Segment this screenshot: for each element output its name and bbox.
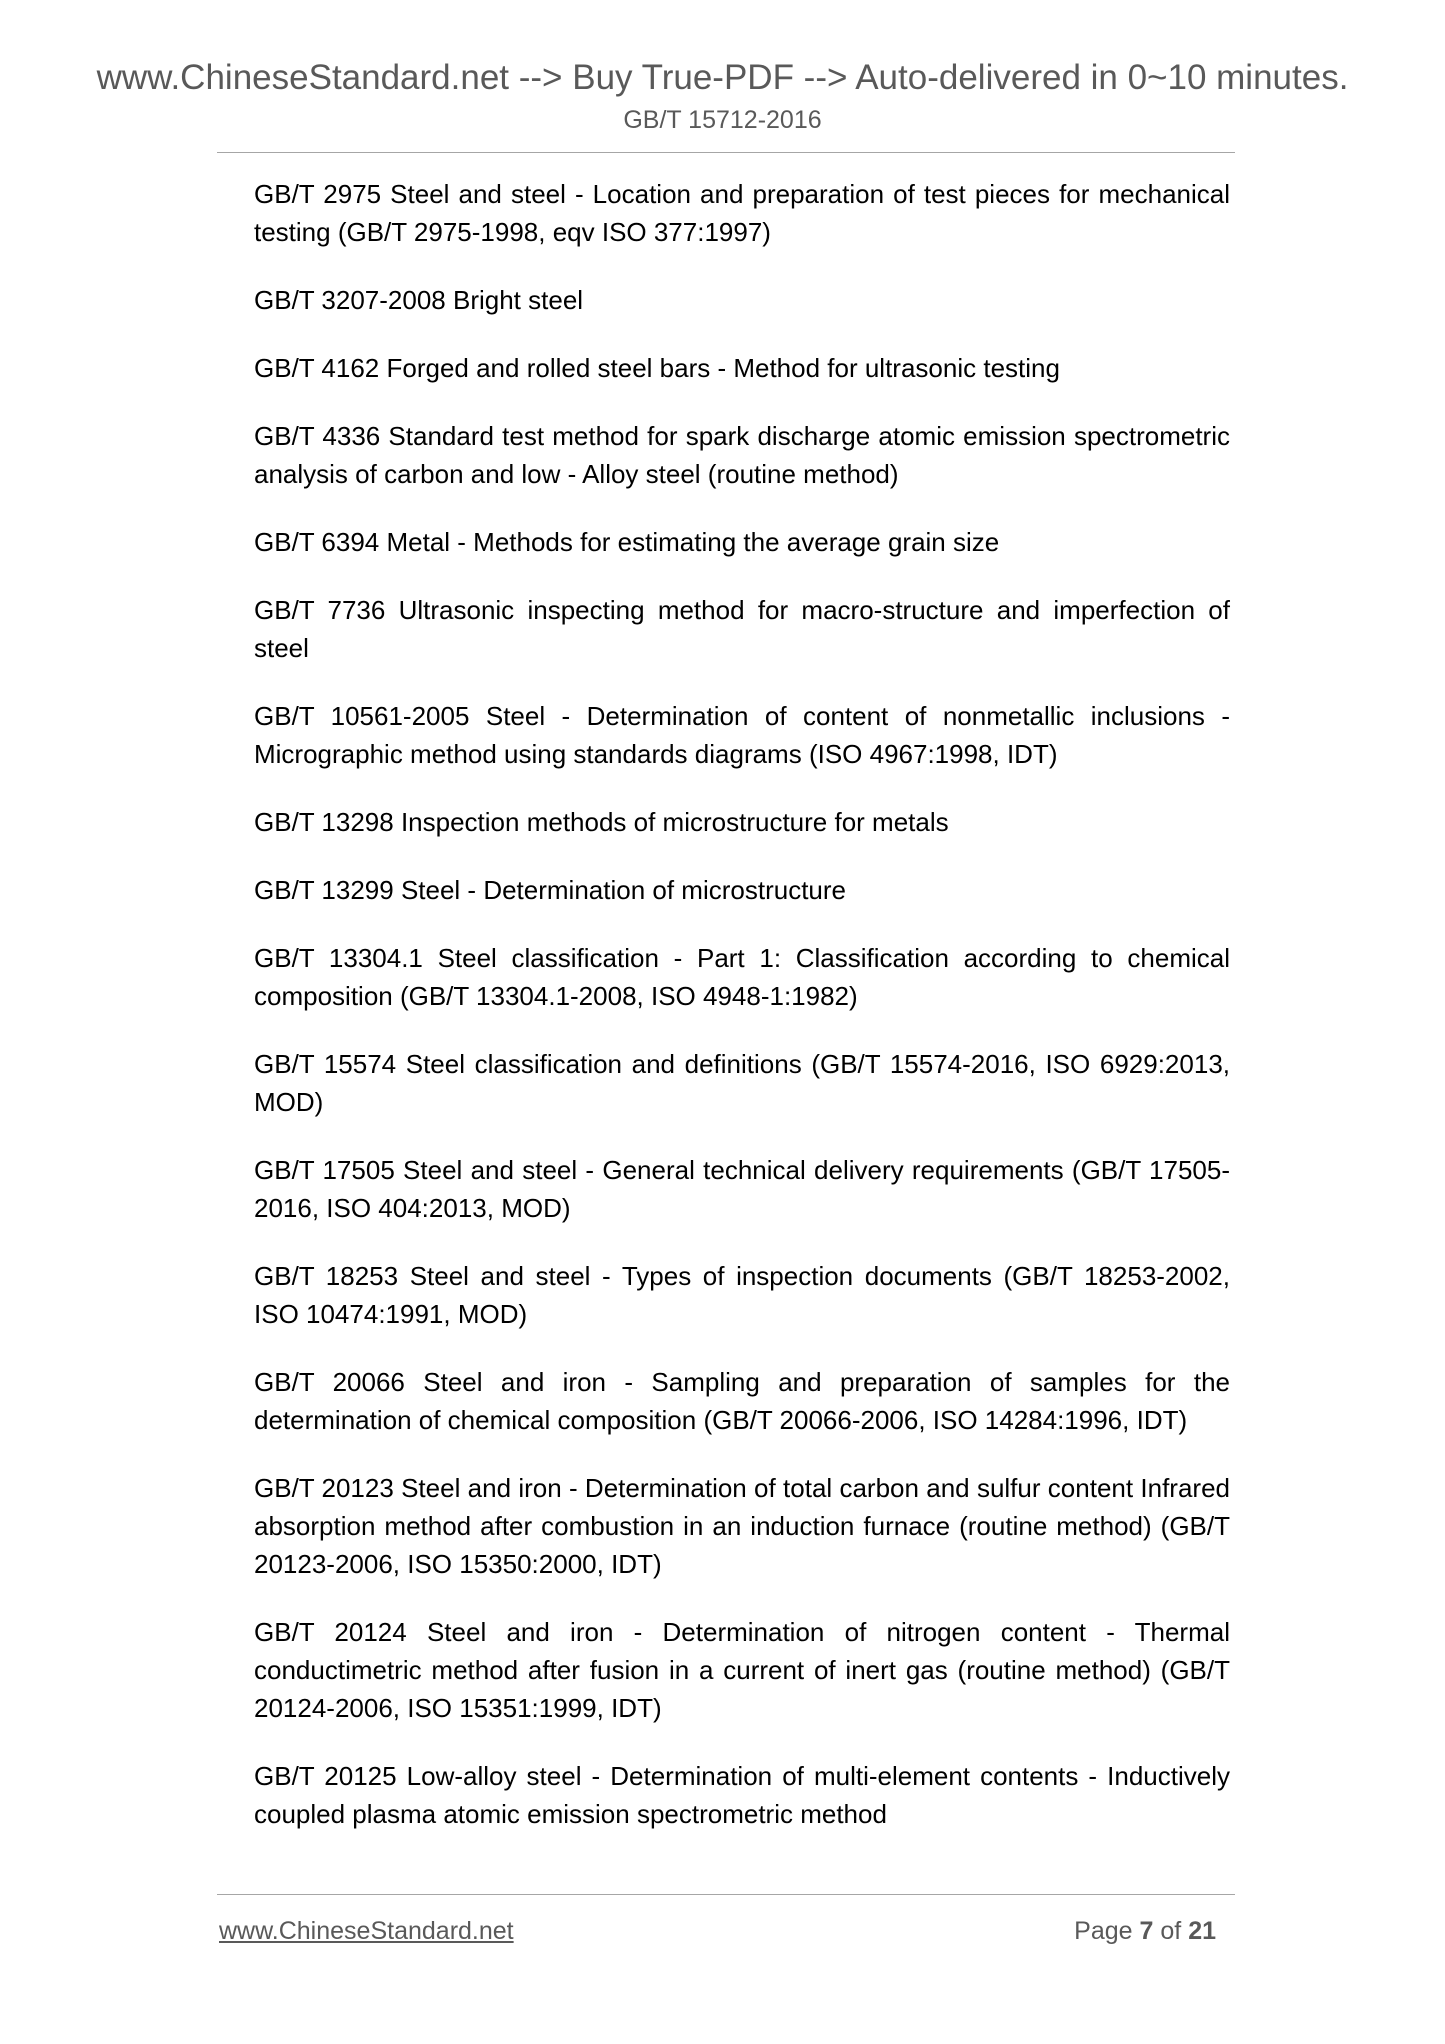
reference-item: GB/T 15574 Steel classification and definitions (GB/T 15574-2016, ISO 6929:2013, MOD) [254,1049,1230,1117]
standard-code: GB/T 15712-2016 [623,106,822,134]
reference-item: GB/T 17505 Steel and steel - General technical delivery requirements (GB/T 17505-2016, ISO 404:2013, MOD) [254,1155,1230,1223]
reference-item: GB/T 2975 Steel and steel - Location and preparation of test pieces for mechanical testing (GB/T 2975-1998, eqv ISO 377:1997) [254,179,1230,247]
page-total: 21 [1188,1917,1216,1945]
header-divider [217,152,1235,153]
reference-item: GB/T 7736 Ultrasonic inspecting method for macro-structure and imperfection of steel [254,595,1230,663]
page-label: Page [1074,1917,1133,1945]
reference-item: GB/T 18253 Steel and steel - Types of inspection documents (GB/T 18253-2002, ISO 10474:1991, MOD) [254,1261,1230,1329]
reference-item: GB/T 20124 Steel and iron - Determination of nitrogen content - Thermal conductimetric method after fusion in a current of inert gas (routine method) (GB/T 20124-2006, ISO 15351:1999, IDT) [254,1617,1230,1723]
page-current: 7 [1139,1917,1154,1945]
normative-references-list [254,175,1230,1863]
reference-item: GB/T 13299 Steel - Determination of microstructure [254,875,846,905]
reference-item: GB/T 20125 Low-alloy steel - Determination of multi-element contents - Inductively coupled plasma atomic emission spectrometric method [254,1761,1230,1829]
header-banner: www.ChineseStandard.net --> Buy True-PDF --> Auto-delivered in 0~10 minutes. [96,58,1349,97]
reference-item: GB/T 13298 Inspection methods of microstructure for metals [254,807,949,837]
reference-item: GB/T 4336 Standard test method for spark discharge atomic emission spectrometric analysis of carbon and low - Alloy steel (routine method) [254,421,1230,489]
reference-item: GB/T 20066 Steel and iron - Sampling and preparation of samples for the determination of chemical composition (GB/T 20066-2006, ISO 14284:1996, IDT) [254,1367,1230,1435]
reference-item: GB/T 3207-2008 Bright steel [254,285,584,315]
footer-divider [217,1894,1235,1895]
reference-item: GB/T 10561-2005 Steel - Determination of content of nonmetallic inclusions - Micrographic method using standards diagrams (ISO 4967:1998, IDT) [254,701,1230,769]
reference-item: GB/T 6394 Metal - Methods for estimating the average grain size [254,527,1000,557]
reference-item: GB/T 4162 Forged and rolled steel bars - Method for ultrasonic testing [254,353,1060,383]
reference-item: GB/T 20123 Steel and iron - Determination of total carbon and sulfur content Infrared absorption method after combustion in an induction furnace (routine method) (GB/T 20123-2006, ISO 15350:2000, IDT) [254,1473,1230,1579]
page-indicator [1074,1915,1216,1947]
footer-site-link[interactable]: www.ChineseStandard.net [219,1917,514,1945]
page-of-label: of [1160,1917,1182,1945]
reference-item: GB/T 13304.1 Steel classification - Part 1: Classification according to chemical composition (GB/T 13304.1-2008, ISO 4948-1:1982) [254,943,1230,1011]
